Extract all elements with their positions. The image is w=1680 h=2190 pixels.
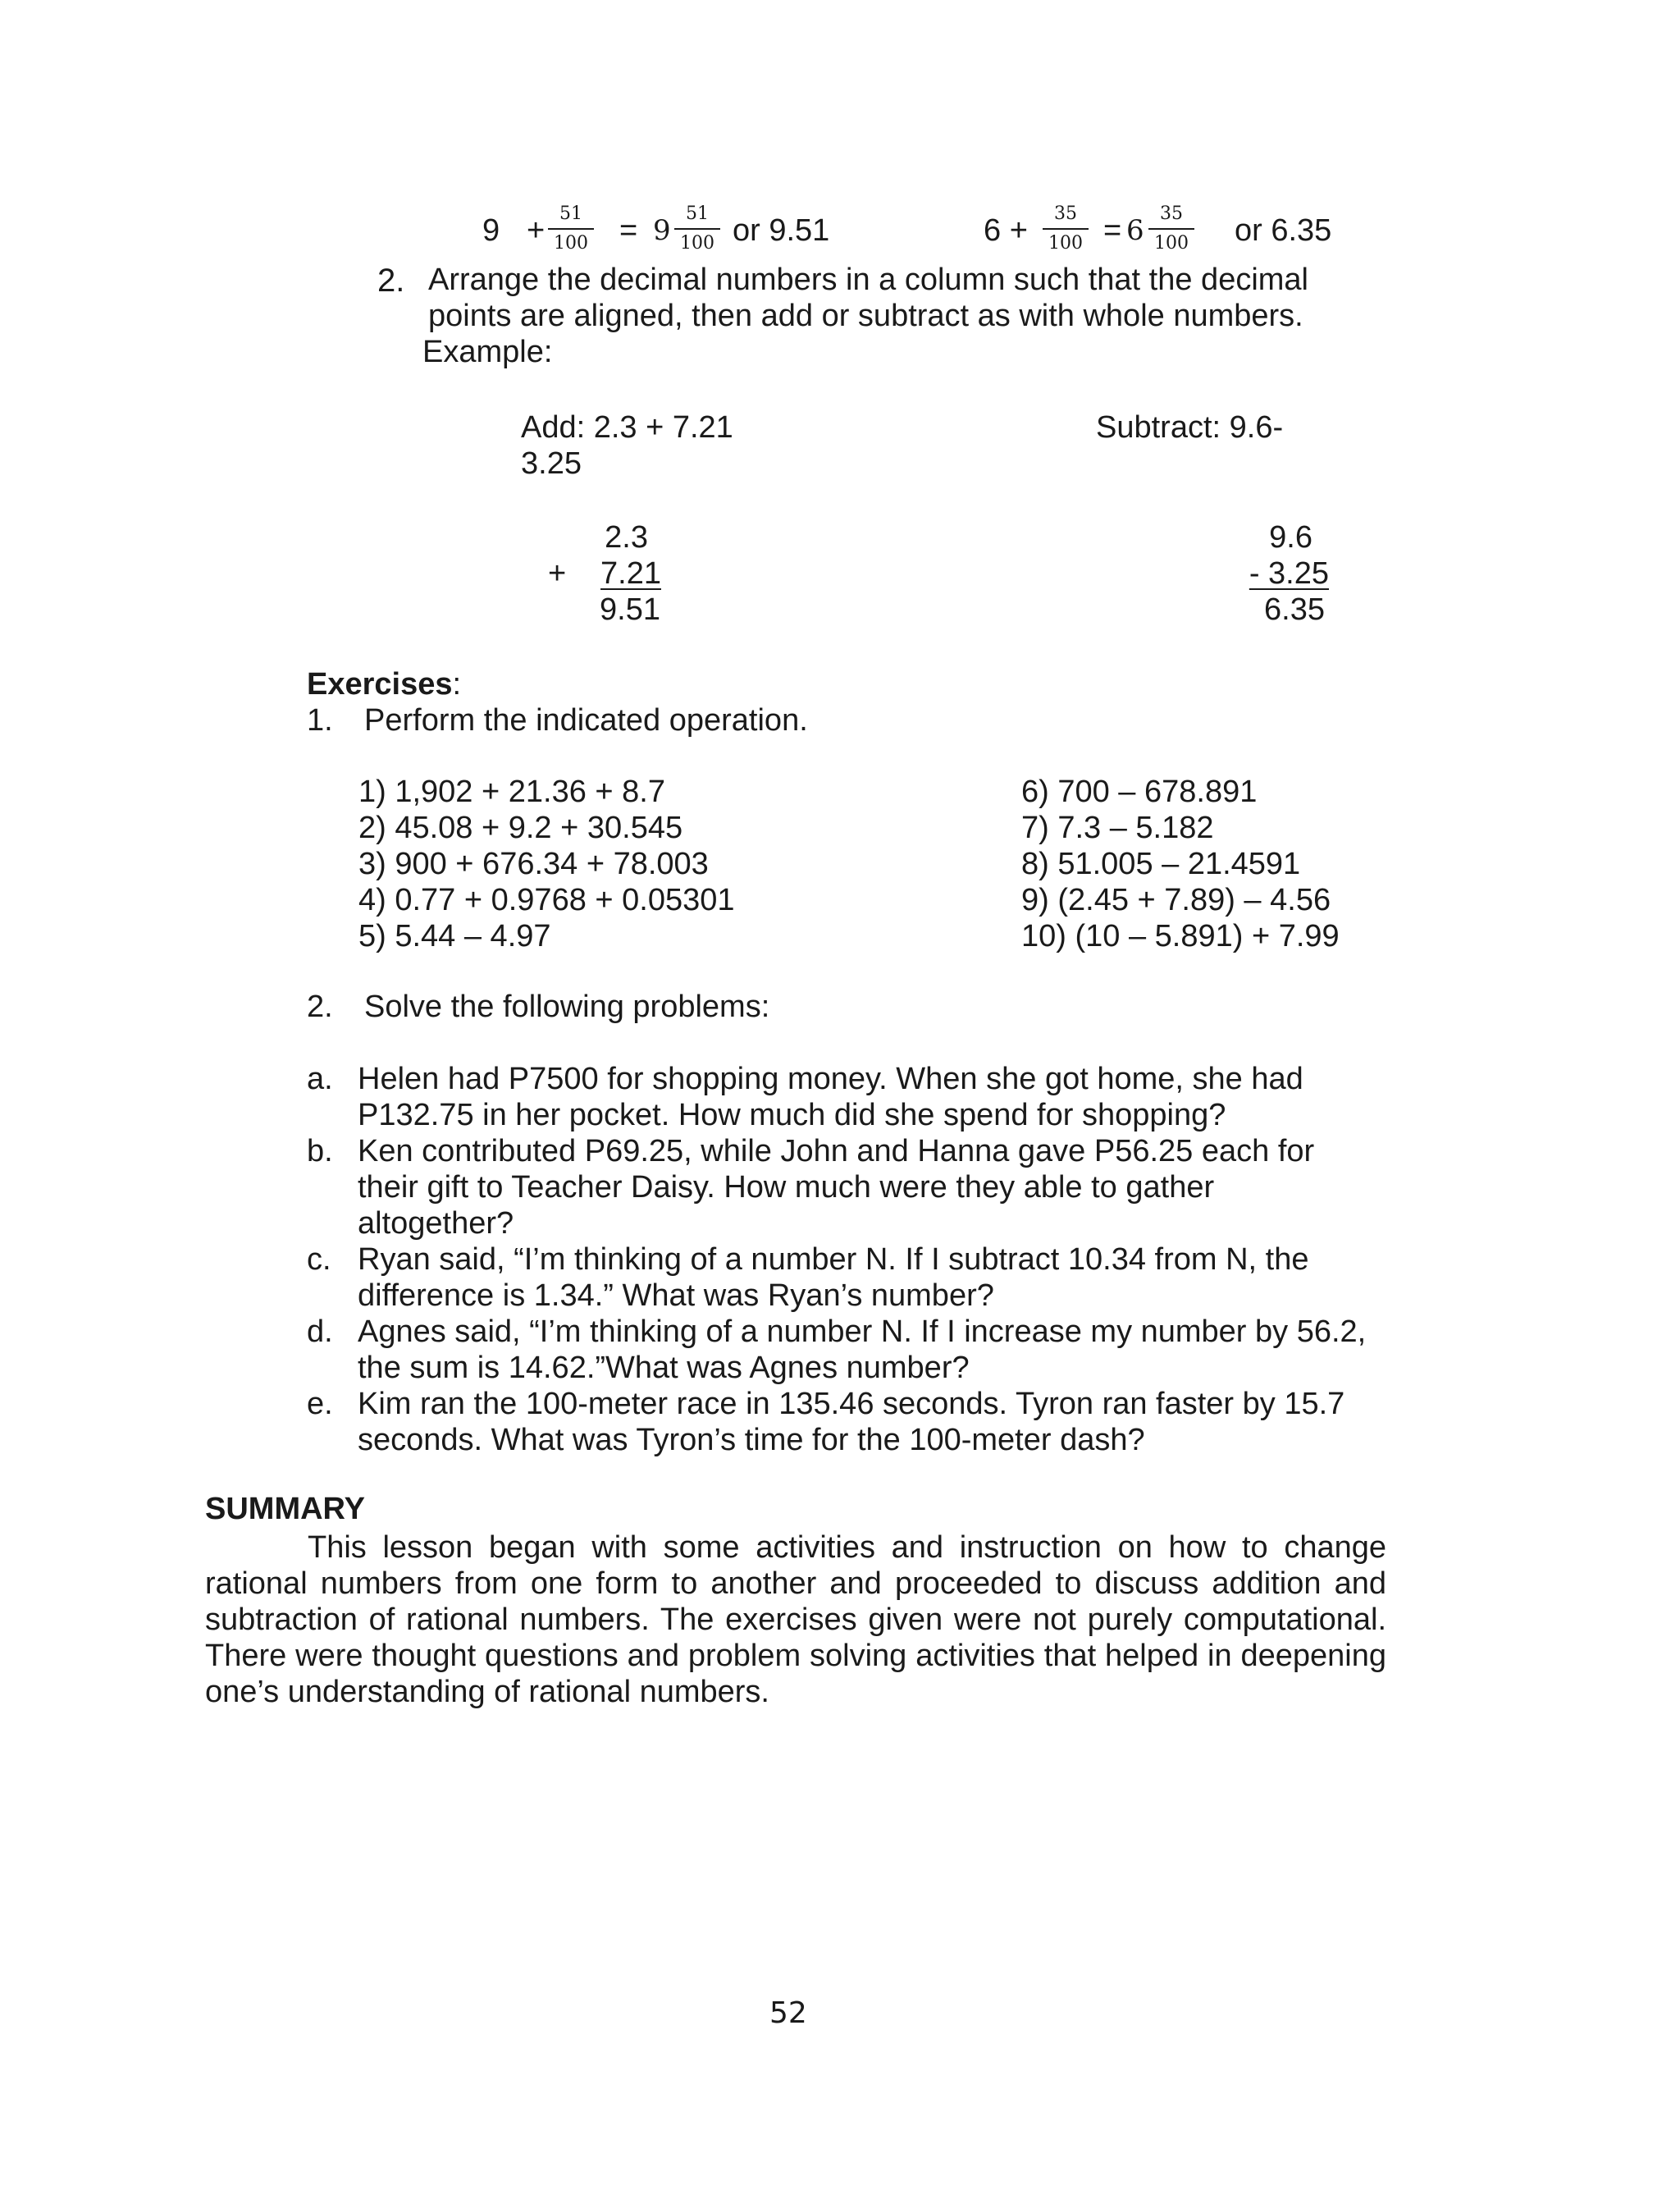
problem-text-line: altogether?	[358, 1206, 514, 1241]
problem-text-line: their gift to Teacher Daisy. How much were they able to gather	[358, 1170, 1215, 1205]
mixed-whole: 6	[1126, 214, 1144, 247]
fraction-numerator: 51	[548, 205, 594, 230]
problem-text-line: difference is 1.34.” What was Ryan’s number?	[358, 1278, 994, 1313]
fraction-denominator: 100	[1154, 233, 1189, 254]
list-item: 4) 0.77 + 0.9768 + 0.05301	[358, 883, 735, 917]
problem-text-line: Kim ran the 100-meter race in 135.46 seconds. Tyron ran faster by 15.7	[358, 1387, 1345, 1421]
addend-top: 2.3	[605, 520, 648, 555]
whole-number: 9	[482, 213, 500, 248]
summary-paragraph: This lesson began with some activities and instruction on how to change rational numbers from one form to another and proceeded to discuss addition and subtraction of rational numbers. The exercises given were not purely computational. There were thought questions and problem solving activities that helped in deepening one’s understanding of rational numbers.	[205, 1530, 1386, 1709]
fraction-numerator: 51	[674, 205, 720, 230]
decimal-equivalent: or 6.35	[1235, 213, 1332, 248]
step-text-line: points are aligned, then add or subtract as with whole numbers.	[428, 299, 1303, 333]
exercises-heading	[307, 669, 461, 700]
problem-letter: a.	[307, 1062, 333, 1096]
decimal-equivalent: or 9.51	[733, 213, 830, 248]
problem-text-line: the sum is 14.62.”What was Agnes number?	[358, 1351, 970, 1385]
whole-plus: 6 +	[984, 213, 1028, 248]
subtract-label: Subtract: 9.6-	[1096, 410, 1284, 445]
problem-text-line: Helen had P7500 for shopping money. When she got home, she had	[358, 1062, 1303, 1096]
step-text-line: Arrange the decimal numbers in a column such that the decimal	[428, 263, 1308, 297]
exercises-colon: :	[452, 667, 462, 702]
problem-text-line: P132.75 in her pocket. How much did she spend for shopping?	[358, 1098, 1226, 1132]
fraction	[548, 205, 594, 253]
example-label: Example:	[422, 335, 553, 369]
addend-bottom: 7.21	[600, 556, 661, 591]
list-item: 9) (2.45 + 7.89) – 4.56	[1021, 883, 1331, 917]
fraction	[1043, 205, 1089, 253]
problem-text-line: Ryan said, “I’m thinking of a number N. If I subtract 10.34 from N, the	[358, 1242, 1309, 1277]
part-1-title: Perform the indicated operation.	[364, 703, 808, 738]
list-item: 1) 1,902 + 21.36 + 8.7	[358, 775, 665, 809]
summary-heading: SUMMARY	[205, 1492, 365, 1526]
sum-result: 9.51	[600, 592, 660, 627]
exercises-title: Exercises	[307, 667, 453, 702]
difference-result: 6.35	[1264, 592, 1325, 627]
fraction-numerator: 35	[1148, 205, 1194, 230]
fraction	[1148, 205, 1194, 253]
list-item: 3) 900 + 676.34 + 78.003	[358, 847, 709, 881]
problem-letter: c.	[307, 1242, 331, 1277]
fraction-numerator: 35	[1043, 205, 1089, 230]
part-1-number: 1.	[307, 703, 333, 738]
page-number: 52	[769, 1996, 807, 2030]
add-label: Add: 2.3 + 7.21	[521, 410, 733, 445]
list-item: 7) 7.3 – 5.182	[1021, 811, 1214, 845]
equals-sign: =	[619, 213, 638, 248]
subtrahend: - 3.25	[1249, 556, 1329, 591]
problem-letter: e.	[307, 1387, 333, 1421]
list-item: 2) 45.08 + 9.2 + 30.545	[358, 811, 683, 845]
mixed-whole: 9	[653, 214, 671, 247]
list-item: 5) 5.44 – 4.97	[358, 919, 551, 953]
problem-text-line: seconds. What was Tyron’s time for the 100-meter dash?	[358, 1423, 1145, 1457]
part-2-number: 2.	[307, 990, 333, 1024]
plus-sign: +	[527, 213, 546, 248]
list-item: 8) 51.005 – 21.4591	[1021, 847, 1301, 881]
problem-text-line: Agnes said, “I’m thinking of a number N. If I increase my number by 56.2,	[358, 1314, 1367, 1349]
problem-letter: b.	[307, 1134, 333, 1168]
list-item: 6) 700 – 678.891	[1021, 775, 1258, 809]
problem-letter: d.	[307, 1314, 333, 1349]
step-number: 2.	[377, 263, 405, 299]
minuend: 9.6	[1269, 520, 1312, 555]
problem-text-line: Ken contributed P69.25, while John and Hanna gave P56.25 each for	[358, 1134, 1315, 1168]
list-item: 10) (10 – 5.891) + 7.99	[1021, 919, 1340, 953]
part-2-title: Solve the following problems:	[364, 990, 770, 1024]
fraction-denominator: 100	[1048, 233, 1083, 254]
add-label-continuation: 3.25	[521, 446, 582, 481]
equals-sign: =	[1103, 213, 1122, 248]
fraction-denominator: 100	[680, 233, 714, 254]
fraction-denominator: 100	[554, 233, 588, 254]
fraction	[674, 205, 720, 253]
plus-operator: +	[548, 556, 567, 591]
